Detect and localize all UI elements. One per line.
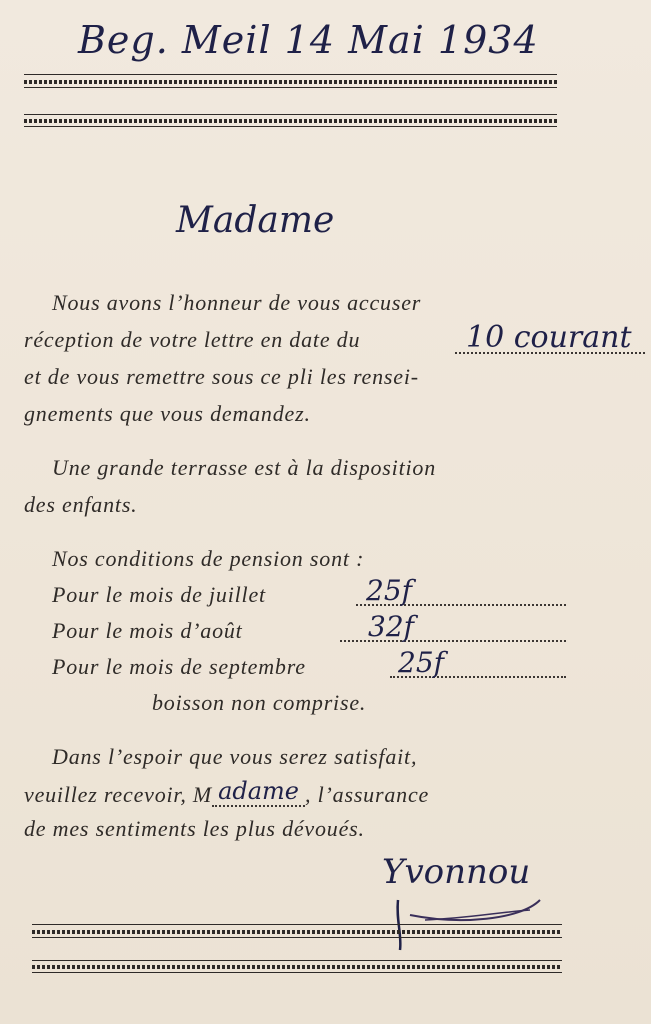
- bottom-border: [32, 924, 562, 976]
- closing-line1: Dans l’espoir que vous serez satisfait,: [52, 744, 418, 769]
- paragraph1-line3: et de vous remettre sous ce pli les rensei-: [24, 364, 419, 389]
- paragraph1-line1: Nous avons l’honneur de vous accuser: [52, 290, 422, 315]
- closing-line3: de mes sentiments les plus dévoués.: [24, 816, 365, 841]
- handwritten-date: Beg. Meil 14 Mai 1934: [78, 18, 539, 62]
- salutation: Madame: [176, 200, 335, 241]
- top-border: [24, 74, 557, 130]
- condition-september-value: 25f: [398, 646, 444, 679]
- condition-july-label: Pour le mois de juillet: [52, 582, 266, 607]
- condition-september-label: Pour le mois de septembre: [52, 654, 306, 679]
- conditions-intro: Nos conditions de pension sont :: [52, 546, 365, 571]
- signature: Yvonnou: [382, 852, 531, 892]
- conditions-note: boisson non comprise.: [152, 690, 367, 715]
- madame-fill: adame: [212, 777, 305, 807]
- condition-july-value: 25f: [366, 574, 412, 607]
- condition-august-label: Pour le mois d’août: [52, 618, 243, 643]
- paragraph1-line4: gnements que vous demandez.: [24, 401, 311, 426]
- paragraph2-line1: Une grande terrasse est à la disposition: [52, 455, 436, 480]
- date-fill: 10 courant: [466, 320, 632, 355]
- paragraph1-line2: réception de votre lettre en date du: [24, 327, 361, 352]
- condition-august-value: 32f: [368, 610, 414, 643]
- paragraph2-line2: des enfants.: [24, 492, 138, 517]
- closing-line2: veuillez recevoir, M adame , l’assurance: [24, 777, 430, 807]
